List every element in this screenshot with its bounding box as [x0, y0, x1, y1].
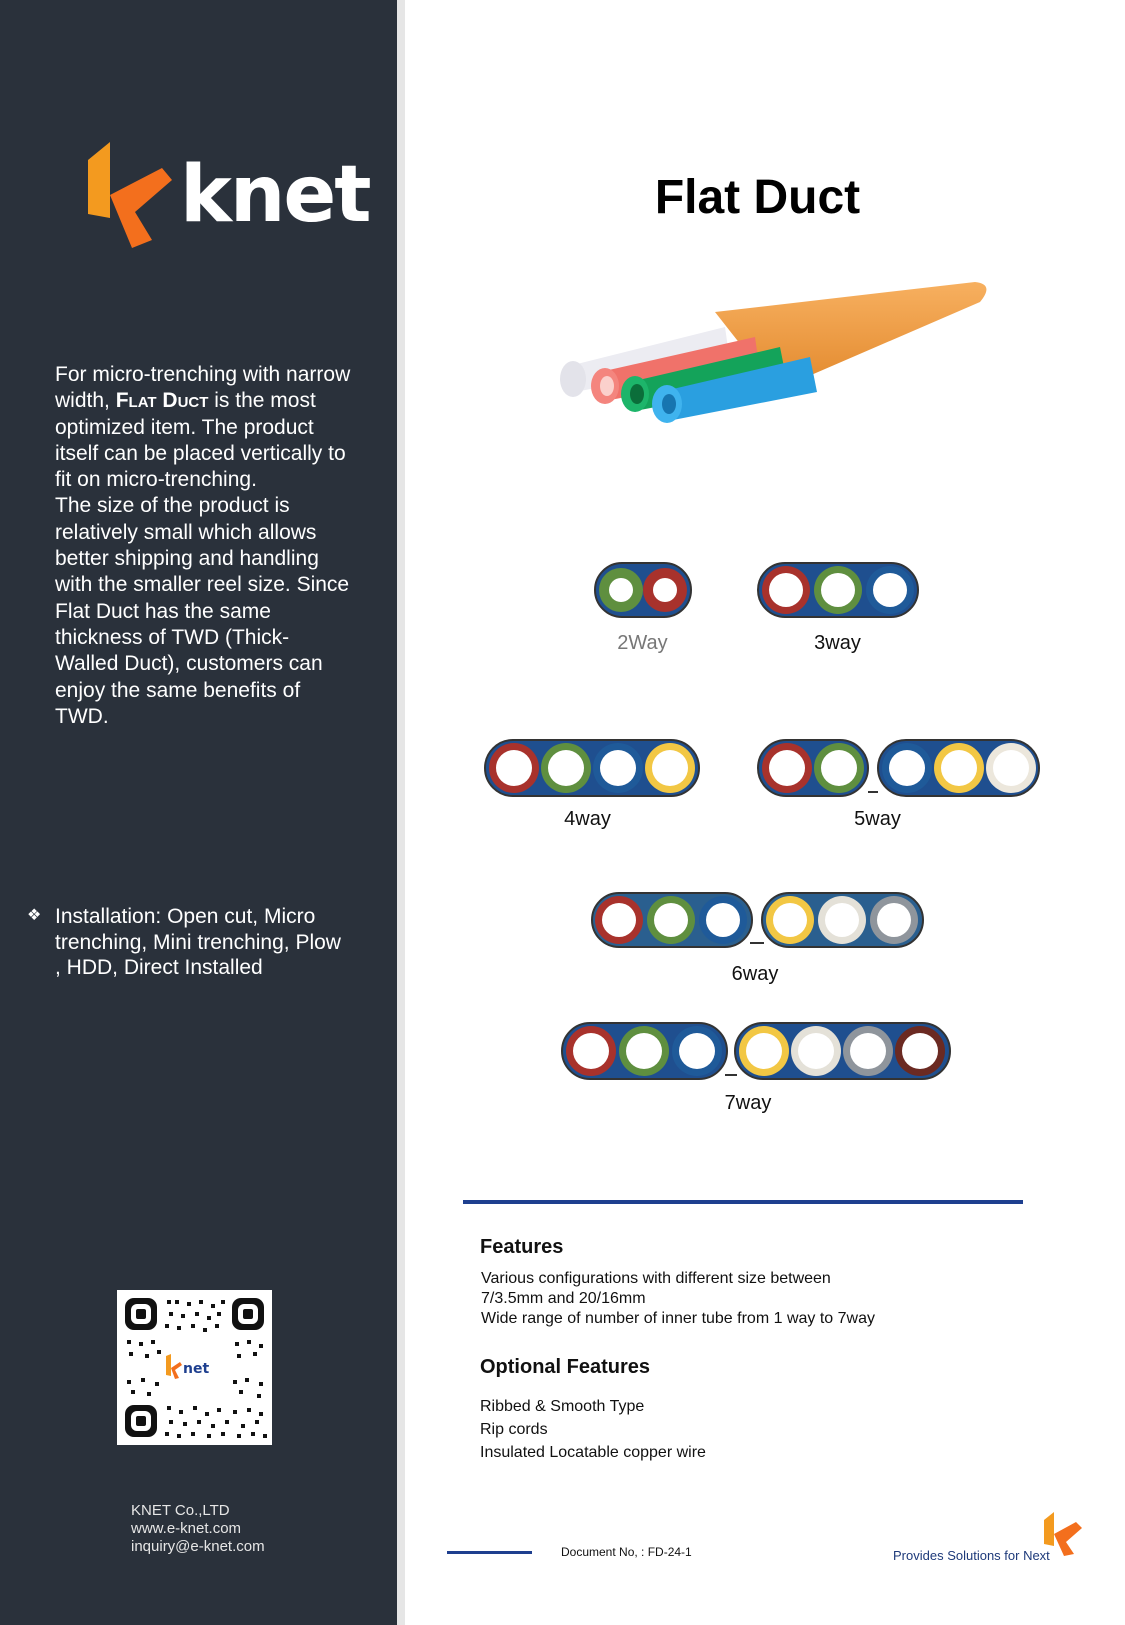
installation-text: Installation: Open cut, Micro trenching, Mini trenching, Plow , HDD, Direct Installed	[55, 905, 341, 979]
bullet-icon: ❖	[27, 907, 42, 924]
label-3way: 3way	[814, 632, 861, 654]
features-line-1: Various configurations with different size between	[481, 1270, 831, 1287]
footer-k-logo-icon	[1040, 1510, 1088, 1558]
list-item: Insulated Locatable copper wire	[480, 1444, 706, 1461]
document-number: Document No, : FD-24-1	[561, 1545, 692, 1559]
diagram-3way	[756, 560, 920, 620]
intro-rest: is the most optimized item. The product itself can be placed vertically to fit on micro-trenching.	[55, 389, 346, 492]
diagram-7way	[560, 1020, 952, 1082]
svg-text:net: net	[183, 1361, 210, 1377]
knet-logo	[80, 140, 370, 250]
label-6way: 6way	[731, 963, 779, 985]
label-4way: 4way	[564, 808, 611, 830]
diagram-6way	[590, 890, 925, 950]
label-2way: 2Way	[617, 632, 668, 654]
diagram-2way	[593, 560, 693, 620]
list-item: Rip cords	[480, 1421, 548, 1438]
logo-wordmark: knet	[180, 150, 370, 240]
knet-k-icon	[80, 140, 190, 250]
company-website[interactable]: www.e-knet.com	[131, 1520, 242, 1537]
optional-features-list	[480, 1395, 706, 1464]
features-line-3: Wide range of number of inner tube from 1 way to 7way	[481, 1310, 875, 1327]
qr-code-icon	[117, 1290, 272, 1445]
diagram-5way	[756, 737, 1041, 799]
features-text	[481, 1269, 981, 1329]
qr-code[interactable]	[117, 1290, 272, 1445]
intro-paragraph-2: The size of the product is relatively small which allows better shipping and handling with the smaller reel size. Since Flat Duct has the same thickness of TWD (Thick- Walled Duct), customers can enjoy the same benefits of TWD.	[55, 494, 350, 728]
company-email[interactable]: inquiry@e-knet.com	[131, 1538, 265, 1555]
footer-tagline: Provides Solutions for Next	[893, 1548, 1050, 1563]
intro-text	[55, 362, 355, 730]
intro-product-name: Flat Duct	[115, 389, 209, 413]
features-line-2: 7/3.5mm and 20/16mm	[481, 1290, 646, 1307]
label-5way: 5way	[854, 808, 901, 830]
page-title: Flat Duct	[654, 171, 861, 224]
label-7way: 7way	[724, 1092, 772, 1114]
company-info	[131, 1502, 265, 1556]
sidebar	[0, 0, 405, 1625]
footer-rule	[447, 1551, 532, 1554]
section-divider	[463, 1200, 1023, 1204]
features-heading: Features	[480, 1236, 564, 1258]
intro-prefix: For micro-trenching with narrow width,	[55, 363, 351, 413]
list-item: Ribbed & Smooth Type	[480, 1398, 645, 1415]
diagram-4way	[483, 737, 701, 799]
company-name: KNET Co.,LTD	[131, 1502, 230, 1519]
optional-features-heading: Optional Features	[480, 1356, 651, 1378]
flat-duct-product-image	[555, 272, 995, 432]
